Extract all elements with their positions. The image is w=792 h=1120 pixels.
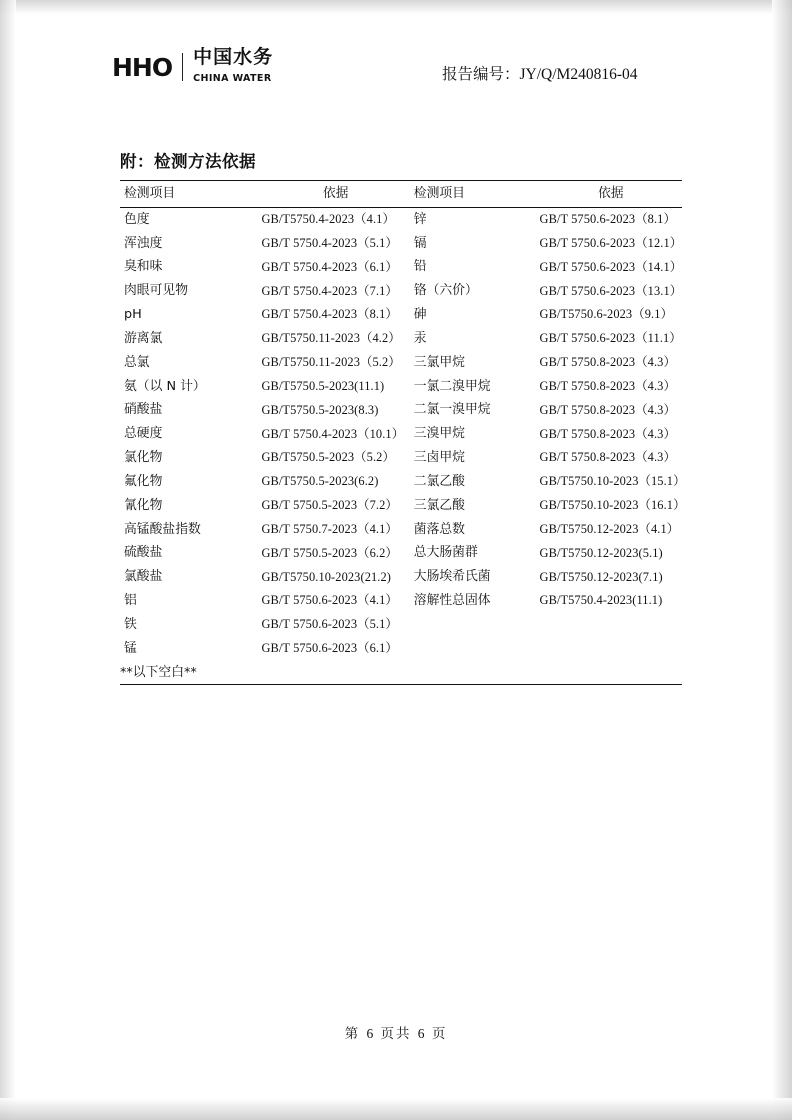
header-basis-right: 依据 <box>540 181 682 208</box>
cell-item-right: 三卤甲烷 <box>413 450 465 466</box>
cell-basis-right: GB/T 5750.6-2023（11.1） <box>539 331 682 346</box>
cell-item-right <box>410 613 540 637</box>
cell-item-right: 三氯乙酸 <box>413 497 465 513</box>
table-row <box>120 422 682 446</box>
cell-item-left: 铁 <box>124 616 137 632</box>
table-row <box>120 613 682 637</box>
cell-basis-right: GB/T5750.12-2023(5.1) <box>539 545 663 560</box>
table-row <box>120 637 682 661</box>
table-row <box>120 470 682 494</box>
cell-basis-left: GB/T 5750.6-2023（4.1） <box>261 593 398 608</box>
cell-item-right: 二氯乙酸 <box>413 473 465 489</box>
header-item-right: 检测项目 <box>410 181 540 208</box>
footer-page-number: 6 <box>366 1026 375 1041</box>
cell-basis-right: GB/T 5750.6-2023（14.1） <box>539 259 683 274</box>
table-row <box>120 351 682 375</box>
table-header-row <box>120 181 682 208</box>
end-note: **以下空白** <box>120 664 197 680</box>
method-basis-table <box>120 180 686 684</box>
cell-item-left: 总硬度 <box>124 426 163 442</box>
cell-item-left: 色度 <box>124 211 150 227</box>
cell-item-left: 高锰酸盐指数 <box>124 521 201 537</box>
cell-item-right: 砷 <box>413 307 427 323</box>
cell-basis-left: GB/T 5750.4-2023（7.1） <box>261 283 398 298</box>
logo-mark-text: HHO <box>112 52 173 82</box>
logo-chinese-name: 中国水务 <box>193 46 274 68</box>
cell-item-right: 二氯一溴甲烷 <box>413 402 491 418</box>
logo-text-block <box>193 48 273 86</box>
table-row <box>120 207 682 231</box>
cell-basis-left: GB/T5750.5-2023(6.2) <box>261 474 379 489</box>
cell-basis-left: GB/T 5750.4-2023（8.1） <box>261 307 398 322</box>
footer-total-pages: 6 <box>417 1026 426 1041</box>
cell-basis-right: GB/T5750.4-2023(11.1) <box>539 593 663 608</box>
cell-item-left: 浑浊度 <box>124 235 163 251</box>
cell-item-right: 三氯甲烷 <box>413 354 465 370</box>
table-row <box>120 565 682 589</box>
cell-item-left: 氯酸盐 <box>124 569 163 585</box>
cell-item-right: 三溴甲烷 <box>413 426 465 442</box>
cell-basis-right: GB/T5750.10-2023（15.1） <box>539 474 686 489</box>
document-header <box>112 48 682 94</box>
table-body <box>120 207 686 684</box>
cell-item-left: pH <box>124 307 142 323</box>
cell-basis-right: GB/T5750.12-2023(7.1) <box>539 569 663 584</box>
cell-item-right: 大肠埃希氏菌 <box>413 569 491 585</box>
footer-middle: 页共 <box>380 1026 412 1042</box>
report-number-label: 报告编号： <box>442 66 520 83</box>
cell-item-right: 镉 <box>413 235 427 251</box>
cell-item-left: 铝 <box>124 593 137 609</box>
cell-item-left: 肉眼可见物 <box>124 283 188 299</box>
cell-basis-right: GB/T 5750.6-2023（8.1） <box>539 212 676 227</box>
scan-edge-bottom <box>0 1098 792 1120</box>
cell-item-left: 硝酸盐 <box>124 402 163 418</box>
method-basis-table-wrapper <box>120 180 686 685</box>
cell-basis-right: GB/T 5750.8-2023（4.3） <box>539 378 676 393</box>
cell-item-right: 汞 <box>413 330 427 346</box>
scan-edge-right <box>772 0 792 1120</box>
table-row <box>120 232 682 256</box>
cell-basis-left: GB/T 5750.4-2023（5.1） <box>261 235 398 250</box>
cell-basis-right: GB/T 5750.8-2023（4.3） <box>539 450 676 465</box>
cell-basis-right: GB/T5750.6-2023（9.1） <box>539 307 673 322</box>
cell-basis-left: GB/T5750.5-2023（5.2） <box>261 450 395 465</box>
cell-basis-left: GB/T 5750.7-2023（4.1） <box>261 521 398 536</box>
cell-item-left: 臭和味 <box>124 259 163 275</box>
end-note-row <box>120 661 682 685</box>
cell-item-left: 总氯 <box>124 354 150 370</box>
cell-item-right: 锌 <box>413 211 427 227</box>
table-row <box>120 589 682 613</box>
cell-basis-left: GB/T5750.5-2023(8.3) <box>261 402 379 417</box>
cell-basis-left: GB/T 5750.6-2023（6.1） <box>261 641 398 656</box>
table-row <box>120 327 682 351</box>
table-row <box>120 375 682 399</box>
table-row <box>120 255 682 279</box>
cell-basis-left: GB/T 5750.5-2023（7.2） <box>261 498 398 513</box>
cell-basis-right: GB/T 5750.8-2023（4.3） <box>539 402 676 417</box>
cell-basis-left: GB/T 5750.5-2023（6.2） <box>261 545 398 560</box>
logo-divider <box>182 53 183 81</box>
report-number <box>442 62 638 84</box>
report-number-value: JY/Q/M240816-04 <box>519 66 638 83</box>
cell-item-left: 氯化物 <box>124 450 163 466</box>
table-row <box>120 303 682 327</box>
cell-item-right: 菌落总数 <box>413 521 465 537</box>
cell-basis-left: GB/T 5750.4-2023（6.1） <box>261 259 398 274</box>
cell-item-right: 铅 <box>413 259 427 275</box>
cell-item-right: 一氯二溴甲烷 <box>413 378 491 394</box>
cell-item-left: 游离氯 <box>124 330 163 346</box>
table-row <box>120 541 682 565</box>
cell-basis-left: GB/T 5750.6-2023（5.1） <box>261 617 398 632</box>
cell-basis-left: GB/T 5750.4-2023（10.1） <box>261 426 405 441</box>
cell-item-left: 硫酸盐 <box>124 545 163 561</box>
cell-basis-left: GB/T5750.11-2023（4.2） <box>261 331 401 346</box>
page-footer <box>0 1022 792 1042</box>
cell-item-right <box>410 637 540 661</box>
cell-basis-right: GB/T 5750.8-2023（4.3） <box>539 355 676 370</box>
table-row <box>120 279 682 303</box>
cell-item-left: 锰 <box>124 640 137 656</box>
cell-basis-left: GB/T5750.5-2023(11.1) <box>261 378 385 393</box>
cell-item-left: 氰化物 <box>124 497 163 513</box>
cell-basis-right: GB/T5750.10-2023（16.1） <box>539 498 686 513</box>
cell-basis-right: GB/T 5750.6-2023（12.1） <box>539 235 683 250</box>
page-title: 附：检测方法依据 <box>120 152 256 171</box>
table-row <box>120 398 682 422</box>
table-row <box>120 494 682 518</box>
cell-item-right: 铬（六价） <box>413 283 478 299</box>
table-row <box>120 446 682 470</box>
header-basis-left: 依据 <box>261 181 409 208</box>
table-bottom-rule <box>120 684 682 685</box>
cell-item-right: 溶解性总固体 <box>413 593 491 609</box>
logo-english-name: CHINA WATER <box>193 73 272 84</box>
cell-basis-right <box>540 613 682 637</box>
cell-basis-right <box>540 637 682 661</box>
footer-suffix: 页 <box>431 1026 448 1042</box>
scan-edge-left <box>0 0 16 1120</box>
cell-basis-right: GB/T 5750.6-2023（13.1） <box>539 283 683 298</box>
table-header <box>120 181 682 208</box>
cell-basis-left: GB/T5750.10-2023(21.2) <box>261 569 392 584</box>
company-logo <box>112 48 273 86</box>
cell-item-left: 氨（以 N 计） <box>124 378 206 394</box>
cell-item-left: 氟化物 <box>124 473 163 489</box>
footer-prefix: 第 <box>344 1026 361 1042</box>
table-row <box>120 518 682 542</box>
cell-basis-left: GB/T5750.11-2023（5.2） <box>261 355 401 370</box>
cell-basis-right: GB/T 5750.8-2023（4.3） <box>539 426 676 441</box>
scan-edge-top <box>0 0 792 14</box>
cell-basis-right: GB/T5750.12-2023（4.1） <box>539 521 680 536</box>
cell-item-right: 总大肠菌群 <box>413 545 478 561</box>
cell-basis-left: GB/T5750.4-2023（4.1） <box>261 212 395 227</box>
header-item-left: 检测项目 <box>120 181 261 208</box>
